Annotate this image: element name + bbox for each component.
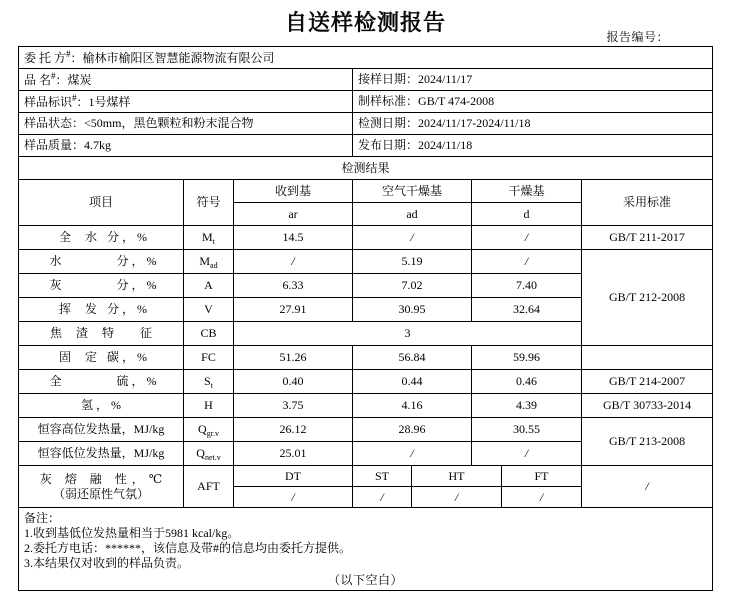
title-block	[0, 0, 731, 46]
row-symbol	[184, 346, 234, 370]
item-seg: 水	[49, 254, 69, 268]
page-title: 自送样检测报告	[284, 10, 446, 35]
aft-item-label	[19, 466, 184, 508]
item-seg: 挥	[58, 302, 78, 316]
item-seg: 硫，%	[116, 374, 160, 388]
col-header-basis-ad-abbr: ad	[353, 203, 472, 226]
item-seg: 分，%	[107, 230, 151, 244]
row-item-label	[19, 250, 184, 274]
row-value-d: 0.46	[472, 370, 582, 394]
row-item-label	[19, 226, 184, 250]
info-row-client	[19, 47, 713, 69]
symbol-subscript: t	[212, 237, 215, 246]
product-label: 品 名	[24, 73, 52, 87]
product-separator: ：	[55, 73, 68, 87]
aft-item-line1: 灰 熔 融 性，℃	[39, 471, 168, 486]
aft-value-ht: /	[412, 487, 502, 508]
blank-below-note: （以下空白）	[328, 572, 404, 587]
table-row	[19, 394, 713, 418]
symbol-main: FC	[201, 350, 216, 364]
item-seg: 氢，%	[81, 398, 124, 412]
symbol-main: Q	[198, 422, 207, 436]
row-standard: GB/T 211-2017	[582, 226, 713, 250]
row-item-label: 恒容低位发热量，MJ/kg	[19, 442, 184, 466]
client-cell	[19, 47, 713, 69]
aft-item-line2: （弱还原性气氛）	[52, 486, 149, 501]
row-item-label	[19, 322, 184, 346]
row-standard: GB/T 213-2008	[582, 418, 713, 466]
item-seg: 全	[49, 374, 69, 388]
row-value-merged: 3	[234, 322, 582, 346]
table-row	[19, 370, 713, 394]
results-band-row	[19, 157, 713, 180]
col-header-basis-ad-cn: 空气干燥基	[353, 180, 472, 203]
row-value-d: /	[472, 442, 582, 466]
row-value-ar: /	[234, 250, 353, 274]
row-value-d: 30.55	[472, 418, 582, 442]
item-seg: 定	[85, 350, 105, 364]
row-value-ad: 0.44	[353, 370, 472, 394]
col-header-basis-ar-abbr: ar	[234, 203, 353, 226]
aft-value-st: /	[353, 487, 412, 508]
receive-date-value: 2024/11/17	[418, 72, 473, 86]
row-standard: GB/T 30733-2014	[582, 394, 713, 418]
row-symbol	[184, 274, 234, 298]
client-label: 委 托 方	[24, 51, 67, 65]
item-seg: 水	[85, 230, 105, 244]
sample-mass-label: 样品质量	[24, 138, 73, 152]
receive-date-label: 接样日期	[358, 72, 407, 86]
row-value-ar: 14.5	[234, 226, 353, 250]
report-table	[18, 46, 713, 591]
issue-date-separator: ：	[406, 138, 419, 152]
row-item-label: 恒容高位发热量，MJ/kg	[19, 418, 184, 442]
sample-id-value: 1号煤样	[88, 95, 131, 109]
report-number	[606, 28, 713, 45]
sample-state-separator: ：	[72, 116, 85, 130]
row-value-ar: 25.01	[234, 442, 353, 466]
row-value-ad: /	[353, 442, 472, 466]
row-symbol	[184, 298, 234, 322]
aft-standard: /	[582, 466, 713, 508]
item-seg-gap	[69, 254, 114, 268]
col-header-basis-d-abbr: d	[472, 203, 582, 226]
row-value-d: 4.39	[472, 394, 582, 418]
remarks-line-2: 2.委托方电话：******，该信息及带#的信息均由委托方提供。	[24, 540, 352, 555]
row-standard: GB/T 214-2007	[582, 370, 713, 394]
issue-date-value: 2024/11/18	[418, 138, 473, 152]
row-value-ad: 7.02	[353, 274, 472, 298]
item-seg: 全	[58, 230, 78, 244]
sample-state-value: <50mm，黑色颗粒和粉末混合物	[84, 116, 254, 130]
row-value-d: /	[472, 226, 582, 250]
aft-sub-header-dt: DT	[234, 466, 353, 487]
row-value-ad: 28.96	[353, 418, 472, 442]
prep-standard-value: GB/T 474-2008	[418, 94, 495, 108]
row-value-ad: 30.95	[353, 298, 472, 322]
row-value-d: 7.40	[472, 274, 582, 298]
symbol-main: A	[204, 278, 213, 292]
info-row-sample-state	[19, 113, 713, 135]
item-seg: 特 征	[102, 326, 160, 340]
product-cell	[19, 69, 353, 91]
sample-id-hash-mark: #	[72, 93, 77, 103]
row-value-d: 32.64	[472, 298, 582, 322]
row-value-ad: 5.19	[353, 250, 472, 274]
symbol-subscript: net.v	[204, 453, 221, 462]
remarks-cell	[19, 508, 713, 591]
item-seg: 碳，%	[107, 350, 151, 364]
row-value-ar: 6.33	[234, 274, 353, 298]
prep-standard-label: 制样标准	[358, 94, 407, 108]
symbol-subscript: ad	[210, 261, 218, 270]
remarks-line-1: 1.收到基低位发热量相当于5981 kcal/kg。	[24, 525, 240, 540]
issue-date-cell	[353, 135, 713, 157]
row-standard: GB/T 212-2008	[582, 250, 713, 346]
remarks-line-3: 3.本结果仅对收到的样品负责。	[24, 555, 190, 570]
symbol-main: S	[204, 374, 211, 388]
sample-state-cell	[19, 113, 353, 135]
prep-standard-cell	[353, 91, 713, 113]
column-header-row-1	[19, 180, 713, 203]
test-date-label: 检测日期	[358, 116, 407, 130]
row-item-label	[19, 394, 184, 418]
aft-sub-header-ft: FT	[502, 466, 582, 487]
symbol-main: H	[204, 398, 213, 412]
aft-symbol: AFT	[184, 466, 234, 508]
row-value-ad: 4.16	[353, 394, 472, 418]
item-seg: 分，%	[107, 302, 151, 316]
col-header-basis-ar-cn: 收到基	[234, 180, 353, 203]
remarks-heading: 备注：	[24, 510, 61, 525]
row-symbol	[184, 322, 234, 346]
test-date-value: 2024/11/17-2024/11/18	[418, 116, 531, 130]
item-seg: 分，%	[116, 254, 160, 268]
aft-sub-header-ht: HT	[412, 466, 502, 487]
col-header-basis-d-cn: 干燥基	[472, 180, 582, 203]
sample-id-separator: ：	[76, 95, 89, 109]
row-value-d: 59.96	[472, 346, 582, 370]
aft-value-dt: /	[234, 487, 353, 508]
table-row	[19, 418, 713, 442]
row-item-label	[19, 346, 184, 370]
client-separator: ：	[70, 51, 83, 65]
remarks-row	[19, 508, 713, 591]
client-value: 榆林市榆阳区智慧能源物流有限公司	[82, 51, 275, 65]
symbol-main: CB	[200, 326, 217, 340]
sample-mass-value: 4.7kg	[84, 138, 112, 152]
row-value-ar: 51.26	[234, 346, 353, 370]
row-item-label	[19, 298, 184, 322]
row-symbol	[184, 394, 234, 418]
row-symbol	[184, 442, 234, 466]
item-seg: 分，%	[116, 278, 160, 292]
row-value-d: /	[472, 250, 582, 274]
product-value: 煤炭	[67, 73, 92, 87]
aft-row-headers	[19, 466, 713, 487]
row-value-ar: 0.40	[234, 370, 353, 394]
issue-date-label: 发布日期	[358, 138, 407, 152]
item-seg: 固	[58, 350, 78, 364]
symbol-main: M	[199, 254, 211, 268]
row-value-ar: 3.75	[234, 394, 353, 418]
sample-mass-separator: ：	[72, 138, 85, 152]
row-symbol	[184, 226, 234, 250]
report-number-label: 报告编号：	[606, 30, 669, 44]
receive-date-separator: ：	[406, 72, 419, 86]
aft-sub-header-st: ST	[353, 466, 412, 487]
sample-id-label: 样品标识	[24, 95, 73, 109]
results-band-label: 检测结果	[19, 157, 713, 180]
info-row-sample-mass	[19, 135, 713, 157]
sample-mass-cell	[19, 135, 353, 157]
table-row	[19, 346, 713, 370]
item-seg-gap	[69, 278, 114, 292]
item-seg: 焦	[49, 326, 69, 340]
item-seg: 渣	[75, 326, 95, 340]
prep-standard-separator: ：	[406, 94, 419, 108]
sample-id-cell	[19, 91, 353, 113]
info-row-sample-id	[19, 91, 713, 113]
item-seg-gap	[69, 374, 114, 388]
symbol-main: M	[202, 230, 213, 244]
row-symbol	[184, 370, 234, 394]
row-item-label	[19, 370, 184, 394]
row-item-label	[19, 274, 184, 298]
sample-state-label: 样品状态	[24, 116, 73, 130]
row-symbol	[184, 250, 234, 274]
col-header-standard: 采用标准	[582, 180, 713, 226]
symbol-subscript: t	[210, 381, 213, 390]
col-header-item: 项目	[19, 180, 184, 226]
aft-value-ft: /	[502, 487, 582, 508]
product-hash-mark: #	[51, 71, 56, 81]
symbol-subscript: gr.v	[206, 429, 219, 438]
row-value-ar: 27.91	[234, 298, 353, 322]
receive-date-cell	[353, 69, 713, 91]
row-value-ar: 26.12	[234, 418, 353, 442]
symbol-main: Q	[196, 446, 205, 460]
row-symbol	[184, 418, 234, 442]
info-row-product	[19, 69, 713, 91]
item-seg: 灰	[49, 278, 69, 292]
symbol-main: V	[204, 302, 213, 316]
table-row	[19, 250, 713, 274]
item-seg: 发	[85, 302, 105, 316]
client-hash-mark: #	[66, 49, 71, 59]
test-date-separator: ：	[406, 116, 419, 130]
test-date-cell	[353, 113, 713, 135]
row-value-ad: 56.84	[353, 346, 472, 370]
table-row	[19, 226, 713, 250]
row-value-ad: /	[353, 226, 472, 250]
col-header-symbol: 符号	[184, 180, 234, 226]
